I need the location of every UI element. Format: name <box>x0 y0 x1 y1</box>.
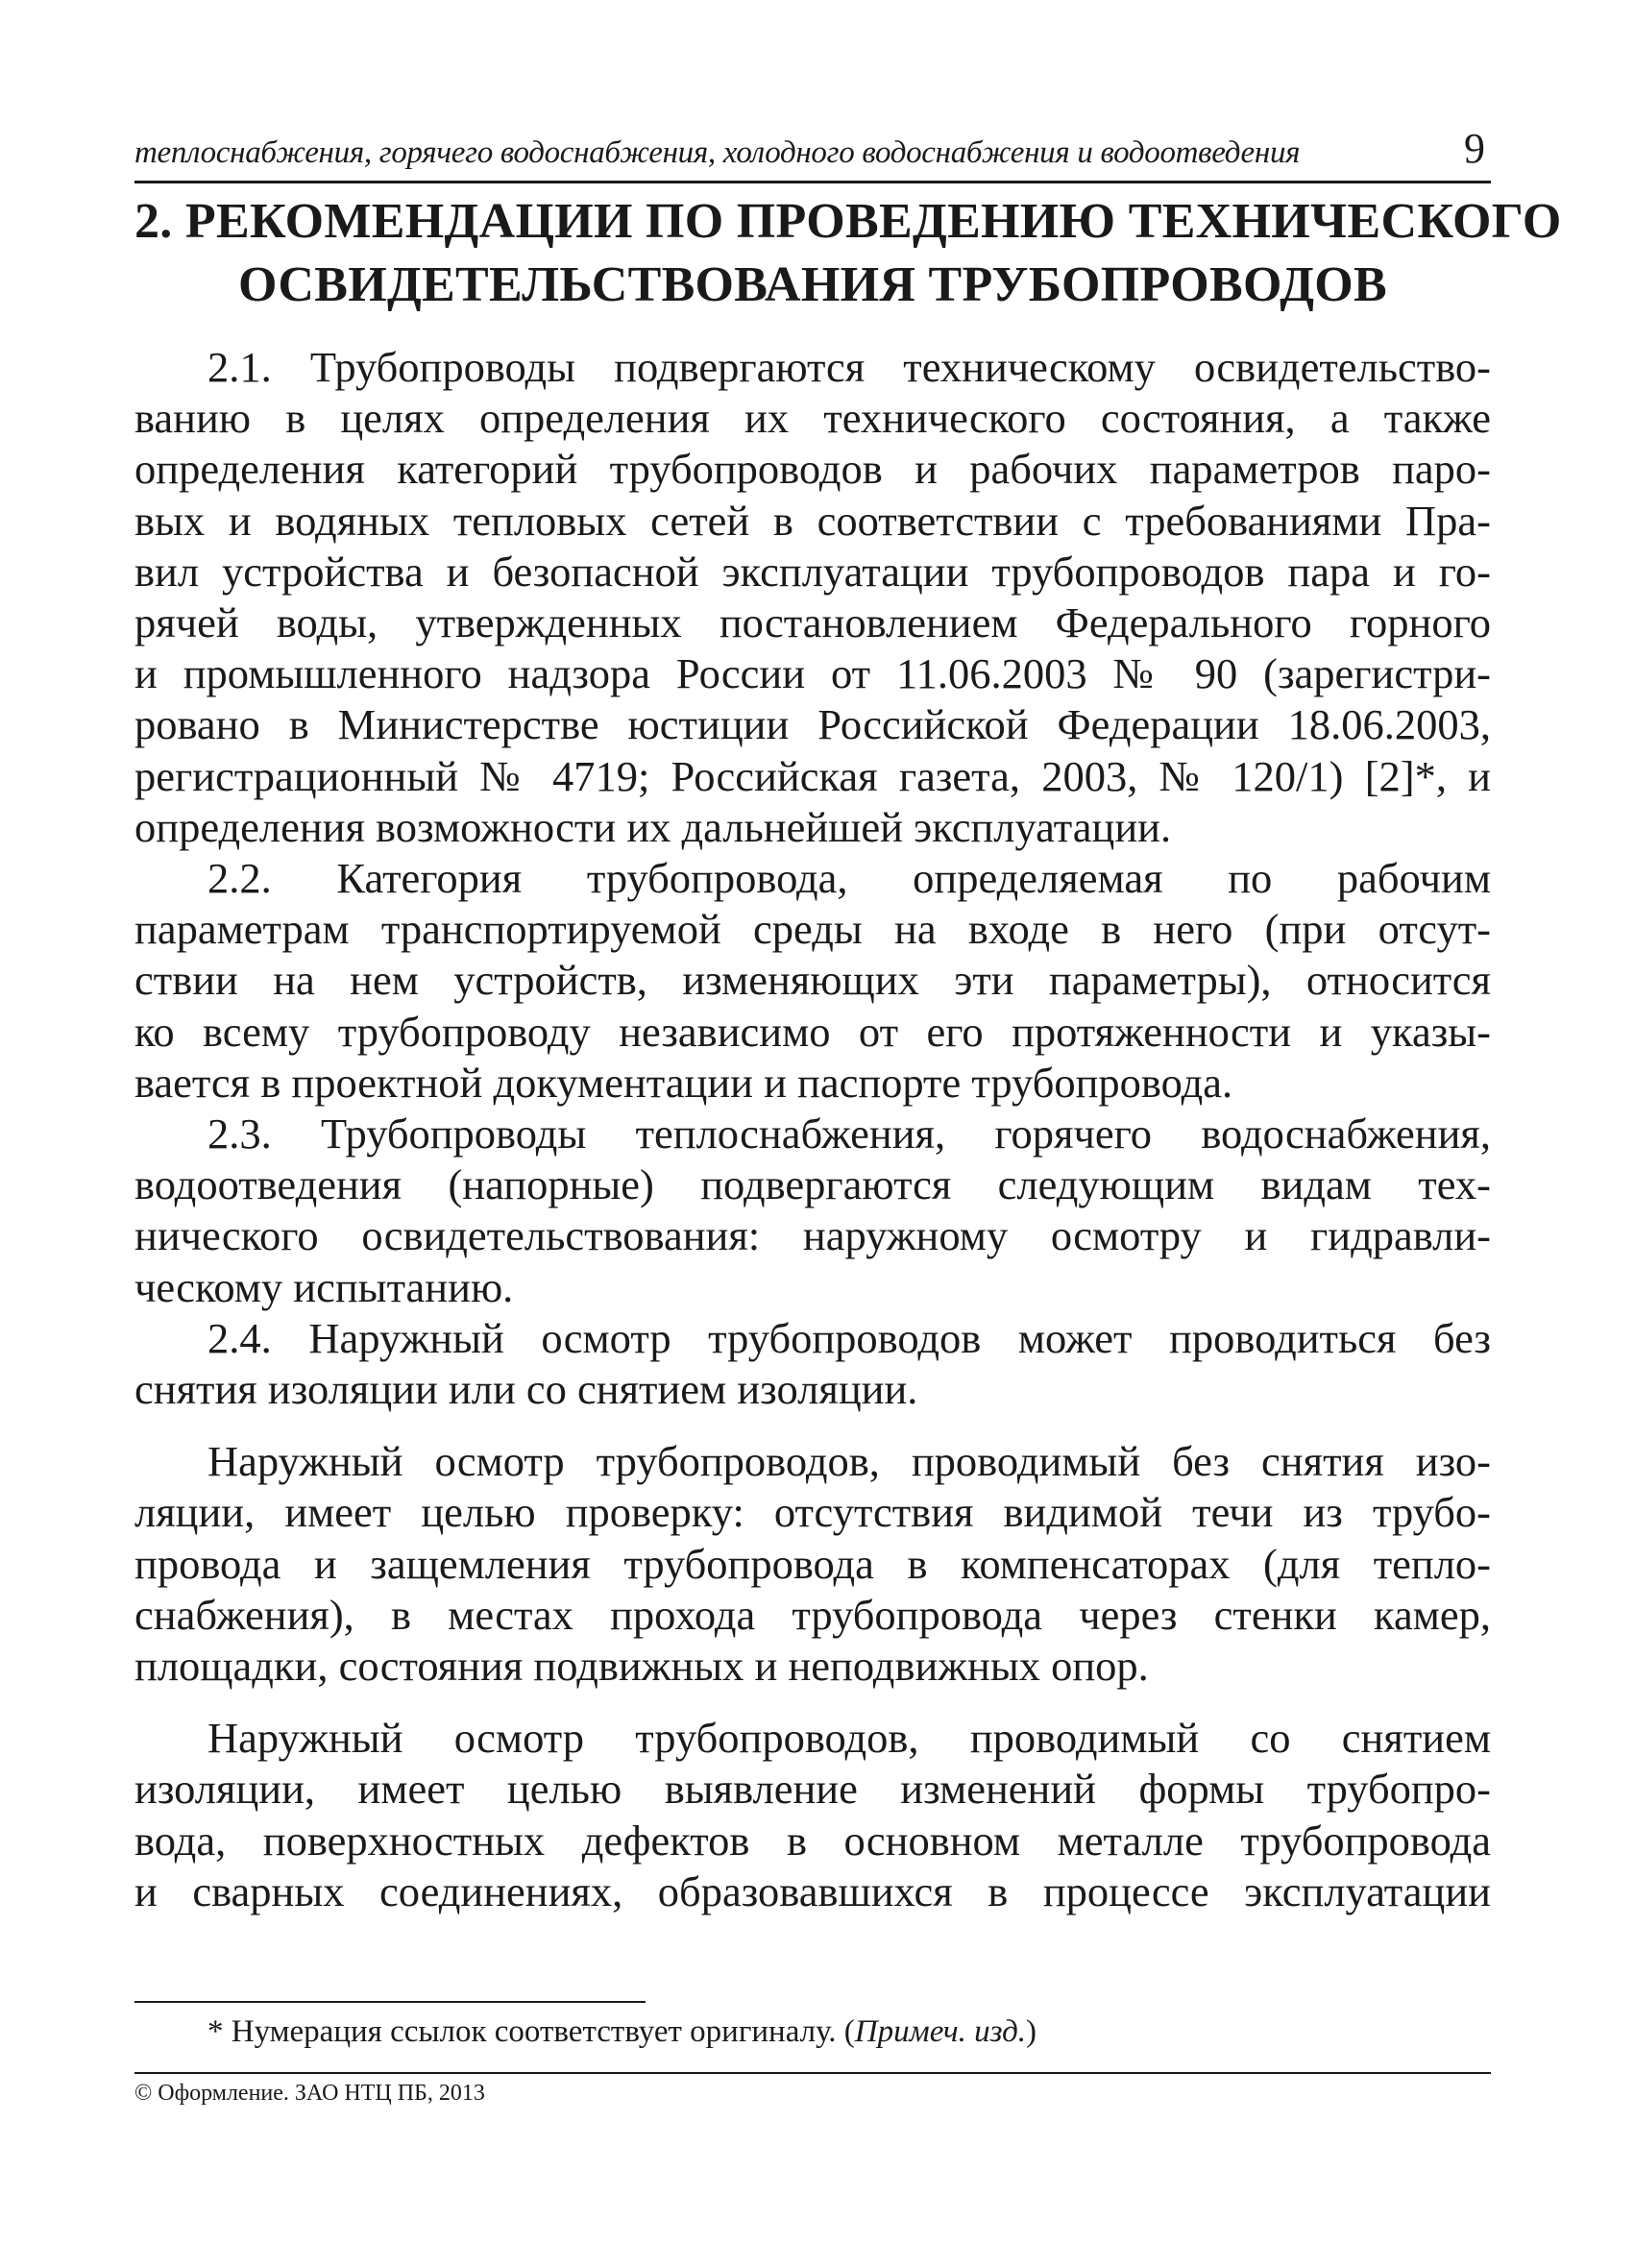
text-line: 2.2. Категория трубопровода, определяемая по рабочим <box>207 854 1491 903</box>
text-line: ко всему трубопроводу независимо от его протяженности и указы- <box>134 1007 1491 1056</box>
text-line: и промышленного надзора России от 11.06.2003 № 90 (зарегистри- <box>134 649 1491 698</box>
text-line: 2.3. Трубопроводы теплоснабжения, горячего водоснабжения, <box>207 1110 1491 1158</box>
text-line: вых и водяных тепловых сетей в соответствии с требованиями Пра- <box>134 496 1491 545</box>
text-line: ляции, имеет целью проверку: отсутствия видимой течи из трубо- <box>134 1488 1491 1537</box>
section-title-line: 2. РЕКОМЕНДАЦИИ ПО ПРОВЕДЕНИЮ ТЕХНИЧЕСКОГО <box>134 194 1562 249</box>
body-text <box>134 342 1491 1917</box>
text-line: площадки, состояния подвижных и неподвижных опор. <box>134 1642 1149 1691</box>
text-line: определения возможности их дальнейшей эксплуатации. <box>134 802 1172 851</box>
text-line: 2.4. Наружный осмотр трубопроводов может проводиться без <box>207 1313 1491 1362</box>
running-header <box>134 123 1491 183</box>
text-line: провода и защемления трубопровода в компенсаторах (для тепло- <box>134 1539 1491 1588</box>
running-header-title: теплоснабжения, горячего водоснабжения, холодного водоснабжения и водоотведения <box>134 135 1301 170</box>
paragraph-2-1 <box>134 342 1491 853</box>
page-footer-divider <box>134 2072 1491 2074</box>
text-line: параметрам транспортируемой среды на входе в него (при отсут- <box>134 905 1491 954</box>
footnote <box>207 2012 1036 2051</box>
text-line: изоляции, имеет целью выявление изменений формы трубопро- <box>134 1765 1491 1814</box>
page-number: 9 <box>1464 125 1485 172</box>
footnote-editor-note: Примеч. изд. <box>854 2014 1027 2049</box>
text-line: ровано в Министерстве юстиции Российской Федерации 18.06.2003, <box>134 700 1491 749</box>
paragraph-2-4 <box>134 1313 1491 1415</box>
text-line: снятия изоляции или со снятием изоляции. <box>134 1365 918 1414</box>
text-line: снабжения), в местах прохода трубопровода через стенки камер, <box>134 1590 1491 1639</box>
copyright-notice: © Оформление. ЗАО НТЦ ПБ, 2013 <box>134 2081 485 2106</box>
paragraph-2-3 <box>134 1109 1491 1313</box>
section-title <box>134 190 1562 317</box>
paragraph-inspection-with-removal <box>134 1713 1491 1917</box>
text-line: ствии на нем устройств, изменяющих эти параметры), относится <box>134 956 1491 1005</box>
text-line: нического освидетельствования: наружному осмотру и гидравли- <box>134 1211 1491 1260</box>
text-line: ческому испытанию. <box>134 1262 514 1311</box>
text-line: определения категорий трубопроводов и рабочих параметров паро- <box>134 445 1491 494</box>
text-line: 2.1. Трубопроводы подвергаются техническому освидетельство- <box>207 343 1491 391</box>
text-line: вается в проектной документации и паспорте трубопровода. <box>134 1058 1233 1107</box>
footnote-divider <box>134 2001 646 2003</box>
paragraph-2-2 <box>134 853 1491 1109</box>
paragraph-inspection-without-removal <box>134 1436 1491 1692</box>
section-title-line: ОСВИДЕТЕЛЬСТВОВАНИЯ ТРУБОПРОВОДОВ <box>238 257 1387 312</box>
footnote-text: * Нумерация ссылок соответствует оригиналу. ( <box>207 2014 855 2049</box>
text-line: ванию в целях определения их технического состояния, а также <box>134 394 1491 443</box>
text-line: рячей воды, утвержденных постановлением Федерального горного <box>134 598 1491 647</box>
text-line: вода, поверхностных дефектов в основном металле трубопровода <box>134 1816 1491 1865</box>
text-line: Наружный осмотр трубопроводов, проводимый без снятия изо- <box>207 1437 1491 1486</box>
text-line: Наружный осмотр трубопроводов, проводимый со снятием <box>207 1714 1491 1763</box>
text-line: и сварных соединениях, образовавшихся в процессе эксплуатации <box>134 1866 1491 1915</box>
text-line: водоотведения (напорные) подвергаются следующим видам тех- <box>134 1160 1491 1209</box>
footnote-close: ) <box>1026 2014 1037 2049</box>
text-line: вил устройства и безопасной эксплуатации трубопроводов пара и го- <box>134 547 1491 596</box>
text-line: регистрационный № 4719; Российская газета, 2003, № 120/1) [2]*, и <box>134 751 1491 800</box>
